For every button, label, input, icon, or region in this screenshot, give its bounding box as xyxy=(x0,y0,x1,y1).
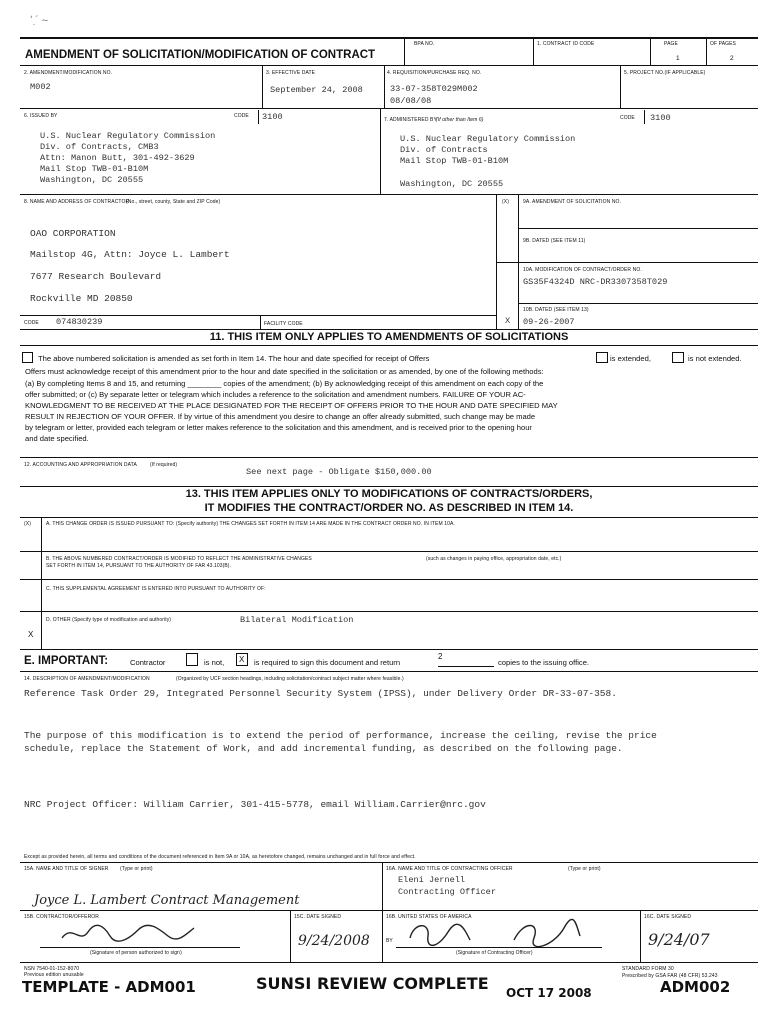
important-contractor: Contractor xyxy=(130,658,166,667)
x-column-label: (X) xyxy=(502,199,509,205)
issued-code-value: 3100 xyxy=(262,112,283,122)
of-pages-label: OF PAGES xyxy=(710,41,736,47)
section11-line-3: (a) By completing Items 8 and 15, and returning ________ copies of the amendment; (b) By acknowledging receipt of this amendment on each copy of the xyxy=(25,379,544,388)
except-text: Except as provided herein, all terms and conditions of the document referenced in Item 9A or 10A, as heretofore changed, remains unchanged and in full force and effect. xyxy=(24,854,416,860)
item16c-label: 16C. DATE SIGNED xyxy=(644,914,692,920)
admin-code-value: 3100 xyxy=(650,113,671,123)
contractor-signature-icon xyxy=(58,920,198,946)
admin-line-5: Washington, DC 20555 xyxy=(400,179,504,189)
previous-edition: Previous edition unusable xyxy=(24,972,84,978)
section11-line-6: RESULT IN REJECTION OF YOUR OFFER. If by virtue of this amendment you desire to change an offer already submitted, such change may be made xyxy=(25,412,536,421)
officer-signature-icon xyxy=(404,918,584,950)
facility-code-label: FACILITY CODE xyxy=(264,321,303,327)
section11-line-4: offer submitted; or (c) By separate letter or telegram which includes a reference to the solicitation and amendment numbers. FAILURE OF YOUR AC- xyxy=(25,390,526,399)
template-label: TEMPLATE - ADM001 xyxy=(22,978,196,996)
section13-heading-2: IT MODIFIES THE CONTRACT/ORDER NO. AS DESCRIBED IN ITEM 14. xyxy=(204,502,574,514)
administered-by-note: (If other than Item 6) xyxy=(436,117,484,123)
effective-date-label: 3. EFFECTIVE DATE xyxy=(266,70,316,76)
description-line-1: Reference Task Order 29, Integrated Personnel Security System (IPSS), under Delivery Order DR-33-07-358. xyxy=(24,688,617,699)
accounting-note: (If required) xyxy=(150,462,178,468)
item9a-label: 9A. AMENDMENT OF SOLICITATION NO. xyxy=(523,199,622,205)
description-line-7: NRC Project Officer: William Carrier, 301-415-5778, email William.Carrier@nrc.gov xyxy=(24,799,486,810)
sunsi-review: SUNSI REVIEW COMPLETE xyxy=(256,974,489,993)
administered-by-label: 7. ADMINISTERED BY xyxy=(384,117,437,123)
change-order-d-text: D. OTHER (Specify type of modification and authority) xyxy=(46,617,172,623)
item10a-value: GS35F4324D NRC-DR3307358T029 xyxy=(523,277,668,287)
item16a-note: (Type or print) xyxy=(568,866,601,872)
important-is-required: is required to sign this document and return xyxy=(254,658,401,667)
contractor-line-3: 7677 Research Boulevard xyxy=(30,271,162,282)
is-not-extended-checkbox[interactable] xyxy=(672,352,684,363)
issued-line-3: Attn: Manon Butt, 301-492-3629 xyxy=(40,153,195,163)
top-scribble: ˈ ̣ ́ ~ xyxy=(30,16,49,26)
important-label: E. IMPORTANT: xyxy=(24,655,109,667)
requisition-value-1: 33-07-358T029M002 xyxy=(390,84,478,94)
issued-line-5: Washington, DC 20555 xyxy=(40,175,144,185)
change-order-b-note: (such as changes in paying office, appropriation date, etc.) xyxy=(426,556,562,562)
item15b-sig-note: (Signature of person authorized to sign) xyxy=(90,950,182,956)
item16c-value: 9/24/07 xyxy=(648,930,710,949)
form-title: AMENDMENT OF SOLICITATION/MODIFICATION OF CONTRACT xyxy=(25,49,376,61)
ads-label: ADM002 xyxy=(660,978,731,996)
contractor-line-4: Rockville MD 20850 xyxy=(30,293,133,304)
amendment-value: M002 xyxy=(30,82,51,92)
stamp-date: OCT 17 2008 xyxy=(506,986,592,1000)
nsn: NSN 7540-01-152-8070 xyxy=(24,966,80,972)
item15c-value: 9/24/2008 xyxy=(298,933,370,949)
contractor-code-value: 074830239 xyxy=(56,317,103,327)
bpa-label: BPA NO. xyxy=(414,41,435,47)
change-order-c-text: C. THIS SUPPLEMENTAL AGREEMENT IS ENTERED INTO PURSUANT TO AUTHORITY OF: xyxy=(46,586,266,592)
accounting-label: 12. ACCOUNTING AND APPROPRIATION DATA xyxy=(24,462,137,468)
contractor-code-label: CODE xyxy=(24,320,39,326)
of-pages-number: 2 xyxy=(730,55,734,62)
requisition-value-2: 08/08/08 xyxy=(390,96,432,106)
contract-id-code-label: 1. CONTRACT ID CODE xyxy=(537,41,595,47)
description-label: 14. DESCRIPTION OF AMENDMENT/MODIFICATION xyxy=(24,676,150,682)
amendment-label: 2. AMENDMENT/MODIFICATION NO. xyxy=(24,70,113,76)
admin-line-3: Mail Stop TWB-01-B10M xyxy=(400,156,509,166)
admin-code-label: CODE xyxy=(620,115,635,121)
top-border xyxy=(20,37,758,39)
section13-x-label: (X) xyxy=(24,521,31,527)
item9b-label: 9B. DATED (SEE ITEM 11) xyxy=(523,238,586,244)
admin-line-1: U.S. Nuclear Regulatory Commission xyxy=(400,134,576,144)
officer-name: Eleni Jernell xyxy=(398,875,466,885)
page-label: PAGE xyxy=(664,41,678,47)
item15b-label: 15B. CONTRACTOR/OFFEROR xyxy=(24,914,99,920)
item10b-label: 10B. DATED (SEE ITEM 13) xyxy=(523,307,589,313)
change-order-d-x-mark: X xyxy=(28,630,34,639)
is-extended-checkbox[interactable] xyxy=(596,352,608,363)
copies-text: copies to the issuing office. xyxy=(498,658,590,667)
is-not-required-checkbox[interactable] xyxy=(186,653,198,666)
contractor-line-1: OAO CORPORATION xyxy=(30,228,116,239)
requisition-label: 4. REQUISITION/PURCHASE REQ. NO. xyxy=(387,70,482,76)
description-line-3: The purpose of this modification is to extend the period of performance, increase the ceiling, revise the price xyxy=(24,730,657,741)
description-note: (Organized by UCF section headings, including solicitation/contract subject matter where feasible.) xyxy=(176,676,404,682)
item10b-value: 09-26-2007 xyxy=(523,317,575,327)
item15c-label: 15C. DATE SIGNED xyxy=(294,914,342,920)
item10-x-mark: X xyxy=(505,316,511,326)
issued-line-2: Div. of Contracts, CMB3 xyxy=(40,142,159,152)
signer-handwritten: Joyce L. Lambert Contract Management xyxy=(34,893,300,908)
project-no-label: 5. PROJECT NO.(IF APPLICABLE) xyxy=(624,70,706,76)
contractor-line-2: Mailstop 4G, Attn: Joyce L. Lambert xyxy=(30,249,230,260)
item10a-label: 10A. MODIFICATION OF CONTRACT/ORDER NO. xyxy=(523,267,642,273)
section11-heading: 11. THIS ITEM ONLY APPLIES TO AMENDMENTS OF SOLICITATIONS xyxy=(209,331,569,343)
officer-title: Contracting Officer xyxy=(398,887,496,897)
change-order-a-text: A. THIS CHANGE ORDER IS ISSUED PURSUANT TO: (Specify authority) THE CHANGES SET FORTH IN ITEM 14 ARE MADE IN THE CONTRACT ORDER NO. IN ITEM 10A. xyxy=(46,521,455,527)
issued-line-4: Mail Stop TWB-01-B10M xyxy=(40,164,149,174)
item16b-label: 16B. UNITED STATES OF AMERICA xyxy=(386,914,472,920)
contractor-label: 8. NAME AND ADDRESS OF CONTRACTOR xyxy=(24,199,130,205)
section11-line-2: Offers must acknowledge receipt of this amendment prior to the hour and date specified in the solicitation or as amended, by one of the following methods: xyxy=(25,367,544,376)
section13-heading-1: 13. THIS ITEM APPLIES ONLY TO MODIFICATIONS OF CONTRACTS/ORDERS, xyxy=(185,488,593,500)
section11-line-5: KNOWLEDGMENT TO BE RECEIVED AT THE PLACE DESIGNATED FOR THE RECEIPT OF OFFERS PRIOR TO THE HOUR AND DATE SPECIFIED MAY xyxy=(25,401,558,410)
page-number: 1 xyxy=(676,55,680,62)
contractor-note: (No., street, county, State and ZIP Code) xyxy=(126,199,221,205)
effective-date-value: September 24, 2008 xyxy=(270,85,363,95)
section11-line-7: by telegram or letter, provided each telegram or letter makes reference to the solicitation and this amendment, and is received prior to the opening hour xyxy=(25,423,532,432)
change-order-d-value: Bilateral Modification xyxy=(240,615,354,625)
accounting-value: See next page - Obligate $150,000.00 xyxy=(246,467,432,477)
issued-by-label: 6. ISSUED BY xyxy=(24,113,58,119)
important-is-not: is not, xyxy=(204,658,225,667)
is-required-x-mark: X xyxy=(239,655,245,664)
admin-line-2: Div. of Contracts xyxy=(400,145,488,155)
prescribed-by: Prescribed by GSA FAR (48 CFR) 53.243 xyxy=(622,973,718,979)
item15a-label: 15A. NAME AND TITLE OF SIGNER xyxy=(24,866,109,872)
item16a-label: 16A. NAME AND TITLE OF CONTRACTING OFFICER xyxy=(386,866,513,872)
section11-line1: The above numbered solicitation is amended as set forth in Item 14. The hour and date specified for receipt of Offers xyxy=(38,354,430,363)
item15a-note: (Type or print) xyxy=(120,866,153,872)
issued-code-label: CODE xyxy=(234,113,249,119)
solicitation-amended-checkbox[interactable] xyxy=(22,352,33,363)
copies-count: 2 xyxy=(438,652,443,661)
description-line-4: schedule, replace the Statement of Work, and add incremental funding, as described on the following page. xyxy=(24,743,623,754)
standard-form: STANDARD FORM 30 xyxy=(622,966,674,972)
is-extended-label: is extended, xyxy=(610,354,651,363)
item16b-sig-note: (Signature of Contracting Officer) xyxy=(456,950,533,956)
is-not-extended-label: is not extended. xyxy=(688,354,742,363)
section11-line-8: and date specified. xyxy=(25,434,89,443)
change-order-b-text-1: B. THE ABOVE NUMBERED CONTRACT/ORDER IS MODIFIED TO REFLECT THE ADMINISTRATIVE CHANGES xyxy=(46,556,312,562)
by-label: BY xyxy=(386,938,393,944)
change-order-b-text-2: SET FORTH IN ITEM 14, PURSUANT TO THE AUTHORITY OF FAR 43.103(B). xyxy=(46,563,232,569)
issued-line-1: U.S. Nuclear Regulatory Commission xyxy=(40,131,216,141)
